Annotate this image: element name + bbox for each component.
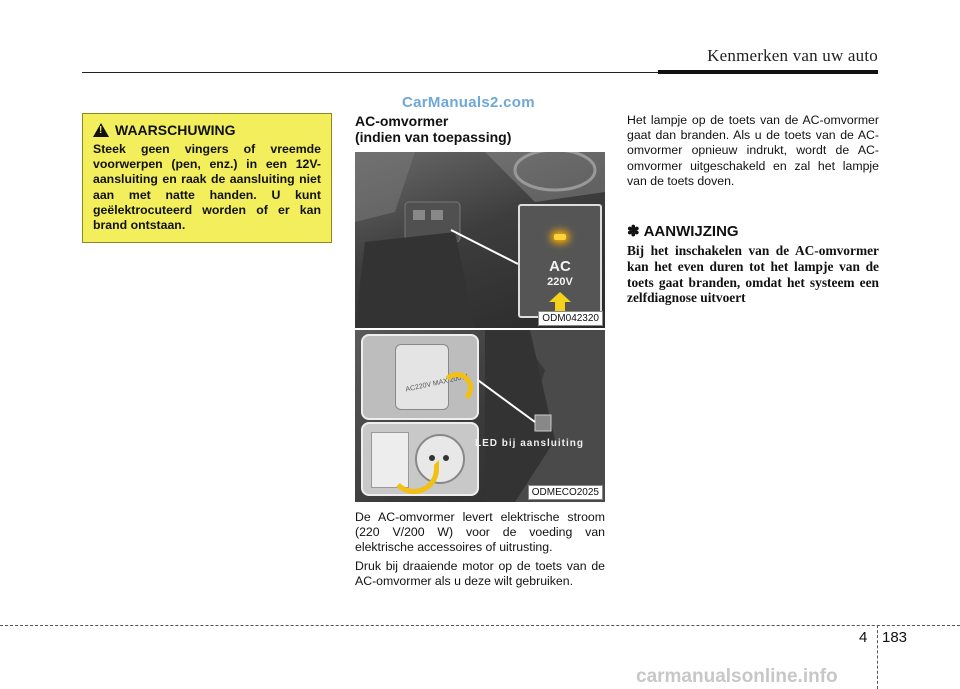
header-rule-accent xyxy=(658,70,878,74)
figure-code: ODMECO2025 xyxy=(528,485,603,500)
note-heading xyxy=(627,222,739,240)
ac-button-label: AC xyxy=(549,258,571,275)
warning-text: Steek geen vingers of vreemde voorwerpen (pen, enz.) in een 12V-aansluiting en raak de aansluiting niet aan met natte handen. U kunt geëlektrocuteerd worden of er kan brand ontstaan. xyxy=(93,142,321,233)
figure-ac-button xyxy=(355,152,605,328)
figure-ac-socket xyxy=(355,330,605,502)
section-title-line1: AC-omvormer xyxy=(355,113,449,129)
watermark-footer-link[interactable]: carmanualsonline.info xyxy=(636,666,838,687)
socket-pin-right xyxy=(443,455,449,461)
warning-heading: WAARSCHUWING xyxy=(115,122,236,138)
warning-box xyxy=(82,113,332,243)
paragraph-indicator-light: Het lampje op de toets van de AC-omvormer gaat dan branden. Als u de toets van de AC-omvormer opnieuw indrukt, wordt de AC-omvormer uitgeschakeld en zal het lampje van de toets doven. xyxy=(627,113,879,188)
note-asterisk-icon: ✽ xyxy=(627,223,640,240)
figure-code: ODM042320 xyxy=(538,311,603,326)
warning-heading-row xyxy=(93,122,321,138)
footer-divider xyxy=(877,625,878,689)
footer-rule xyxy=(0,625,960,626)
socket-open-inset xyxy=(361,422,479,496)
warning-triangle-icon xyxy=(93,123,109,137)
led-caption: LED bij aansluiting xyxy=(475,438,585,449)
section-title xyxy=(355,113,605,145)
ac-voltage-label: 220V xyxy=(547,276,573,288)
running-header: Kenmerken van uw auto xyxy=(707,46,878,65)
section-title-line2: (indien van toepassing) xyxy=(355,129,512,145)
chapter-number: 4 xyxy=(859,629,868,646)
socket-rating-text: AC220V MAX 200W xyxy=(404,373,469,394)
page-number: 183 xyxy=(882,629,908,646)
socket-cover xyxy=(395,344,449,410)
press-arrow-icon xyxy=(549,292,571,302)
ac-button-inset xyxy=(518,204,602,318)
paragraph-inverter-usage: Druk bij draaiende motor op de toets van de AC-omvormer als u deze wilt gebruiken. xyxy=(355,559,605,589)
note-text: Bij het inschakelen van de AC-omvormer kan het even duren tot het lampje van de toets gaat branden, omdat het systeem een zelfdiagnose uitvoert xyxy=(627,243,879,306)
paragraph-inverter-description: De AC-omvormer levert elektrische stroom (220 V/200 W) voor de voeding van elektrische accessoires of uitrusting. xyxy=(355,510,605,555)
socket-cover-inset xyxy=(361,334,479,420)
watermark-link[interactable]: CarManuals2.com xyxy=(402,94,535,111)
ac-led-indicator xyxy=(554,234,566,240)
open-cover-arrow-icon xyxy=(389,460,439,494)
note-heading-text: AANWIJZING xyxy=(643,222,739,240)
open-arrow-icon xyxy=(441,372,473,404)
